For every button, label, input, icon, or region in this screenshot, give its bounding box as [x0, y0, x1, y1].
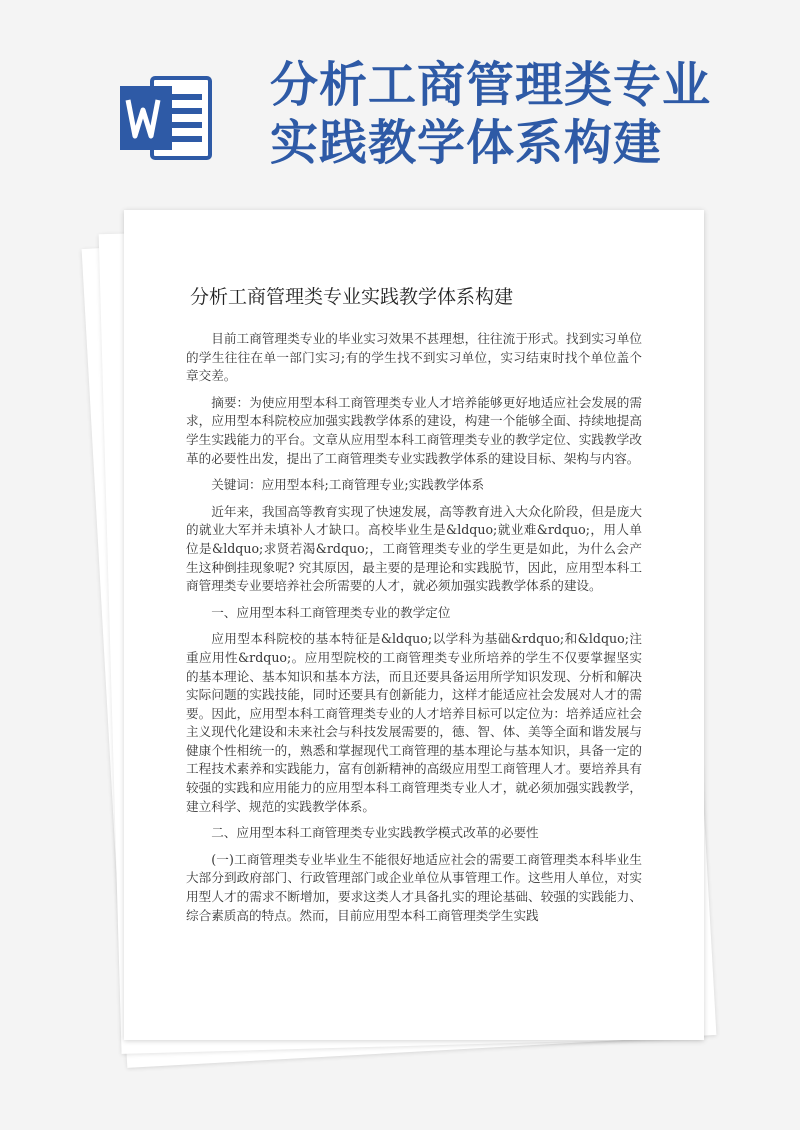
paragraph: 摘要：为使应用型本科工商管理类专业人才培养能够更好地适应社会发展的需求，应用型本科院校应加强实践教学体系的建设，构建一个能够全面、持续地提高学生实践能力的平台。文章从应用型本科工商管理类专业的教学定位、实践教学改革的必要性出发，提出了工商管理类专业实践教学体系的建设目标、架构与内容。 [186, 394, 642, 466]
word-document-icon [118, 72, 214, 164]
document-page [124, 210, 704, 1040]
section-heading: 二、应用型本科工商管理类专业实践教学模式改革的必要性 [211, 825, 539, 841]
keywords-line: 关键词：应用型本科;工商管理专业;实践教学体系 [211, 477, 485, 493]
paragraph: 应用型本科院校的基本特征是&ldquo;以学科为基础&rdquo;和&ldquo;注重应用性&rdquo;。应用型院校的工商管理类专业所培养的学生不仅要掌握坚实的基本理论、基本知识和基本方法，而且还要具备运用所学知识发现、分析和解决实际问题的实践技能，同时还要具有创新能力，这样才能适应社会发展对人才的需要。因此，应用型本科工商管理类专业的人才培养目标可以定位为：培养适应社会主义现代化建设和未来社会与科技发展需要的，德、智、体、美等全面和谐发展与健康个性相统一的，熟悉和掌握现代工商管理的基本理论与基本知识，具备一定的工程技术素养和实践能力，富有创新精神的高级应用型工商管理人才。要培养具有较强的实践和应用能力的应用型本科工商管理类专业人才，就必须加强实践教学，建立科学、规范的实践教学体系。 [186, 631, 642, 814]
paragraph: (一)工商管理类专业毕业生不能很好地适应社会的需要工商管理类本科毕业生大部分到政府部门、行政管理部门或企业单位从事管理工作。这些用人单位，对实用型人才的需求不断增加，要求这类人才具备扎实的理论基础、较强的实践能力、综合素质高的特点。然而，目前应用型本科工商管理类学生实践 [186, 851, 642, 923]
header-banner [0, 0, 800, 200]
paragraph: 目前工商管理类专业的毕业实习效果不甚理想，往往流于形式。找到实习单位的学生往往在单一部门实习;有的学生找不到实习单位，实习结束时找个单位盖个章交差。 [186, 331, 642, 384]
section-heading: 一、应用型本科工商管理类专业的教学定位 [211, 604, 451, 620]
banner-title: 分析工商管理类专业实践教学体系构建 [270, 57, 712, 171]
paragraph: 近年来，我国高等教育实现了快速发展，高等教育进入大众化阶段，但是庞大的就业大军并未填补人才缺口。高校毕业生是&ldquo;就业难&rdquo;，用人单位是&ldquo;求贤若渴&rdquo;，工商管理类专业的学生更是如此，为什么会产生这种倒挂现象呢? 究其原因，最主要的是理论和实践脱节，因此，应用型本科工商管理类专业要培养社会所需要的人才，就必须加强实践教学体系的建设。 [186, 503, 642, 594]
document-body [186, 330, 642, 933]
document-title: 分析工商管理类专业实践教学体系构建 [190, 286, 514, 308]
